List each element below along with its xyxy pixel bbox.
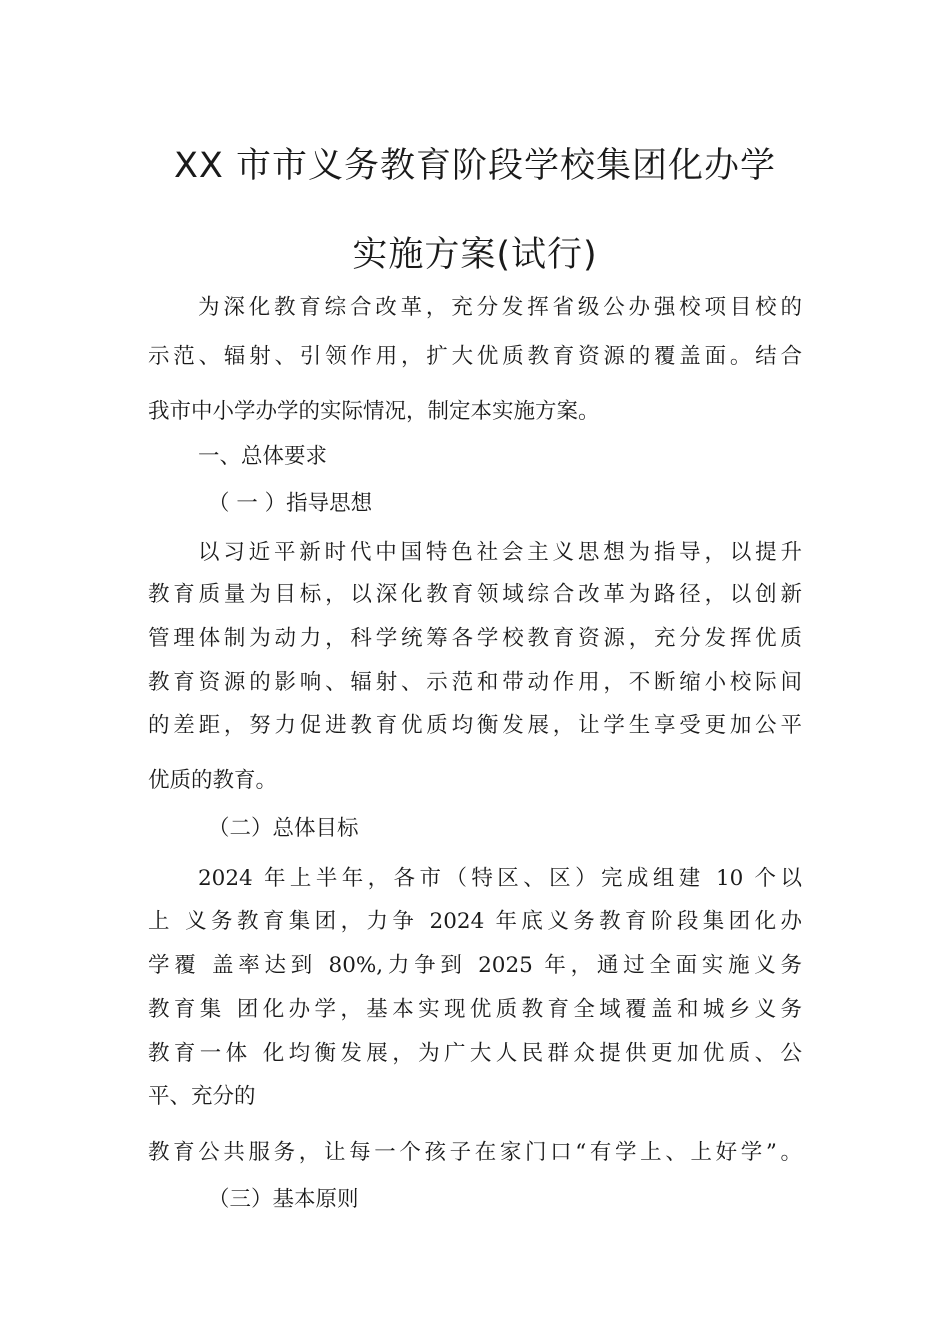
body-line: 优质的教育。: [148, 768, 278, 793]
subsection-heading: （ 一 ）指导思想: [208, 491, 373, 516]
body-line: 平、充分的: [148, 1084, 256, 1109]
body-line: 教育质量为目标，以深化教育领域综合改革为路径，以创新: [148, 582, 802, 607]
body-line: 教育资源的影响、辐射、示范和带动作用，不断缩小校际间: [148, 670, 802, 695]
body-line: 以习近平新时代中国特色社会主义思想为指导，以提升: [198, 540, 802, 565]
section-heading: 一、总体要求: [198, 444, 328, 469]
body-line: 的差距，努力促进教育优质均衡发展，让学生享受更加公平: [148, 713, 802, 738]
document-title-line-1: XX 市市义务教育阶段学校集团化办学: [173, 146, 777, 186]
subsection-heading: （三）基本原则: [208, 1187, 359, 1212]
intro-line: 示范、辐射、引领作用，扩大优质教育资源的覆盖面。结合: [148, 344, 802, 369]
document-title-line-2: 实施方案(试行): [352, 235, 598, 275]
body-line: 2024 年上半年，各市（特区、区）完成组建 10 个以: [198, 866, 802, 891]
body-line: 上 义务教育集团，力争 2024 年底义务教育阶段集团化办: [148, 909, 802, 934]
intro-line: 为深化教育综合改革，充分发挥省级公办强校项目校的: [198, 295, 802, 320]
intro-line: 我市中小学办学的实际情况，制定本实施方案。: [148, 399, 600, 424]
subsection-heading: （二）总体目标: [208, 816, 359, 841]
body-line: 教育公共服务，让每一个孩子在家门口“有学上、上好学”。: [148, 1140, 802, 1165]
body-line: 教育一体 化均衡发展，为广大人民群众提供更加优质、公: [148, 1041, 802, 1066]
body-line: 教育集 团化办学，基本实现优质教育全域覆盖和城乡义务: [148, 997, 802, 1022]
body-line: 学覆 盖率达到 80%,力争到 2025 年，通过全面实施义务: [148, 953, 802, 978]
body-line: 管理体制为动力，科学统筹各学校教育资源，充分发挥优质: [148, 626, 802, 651]
